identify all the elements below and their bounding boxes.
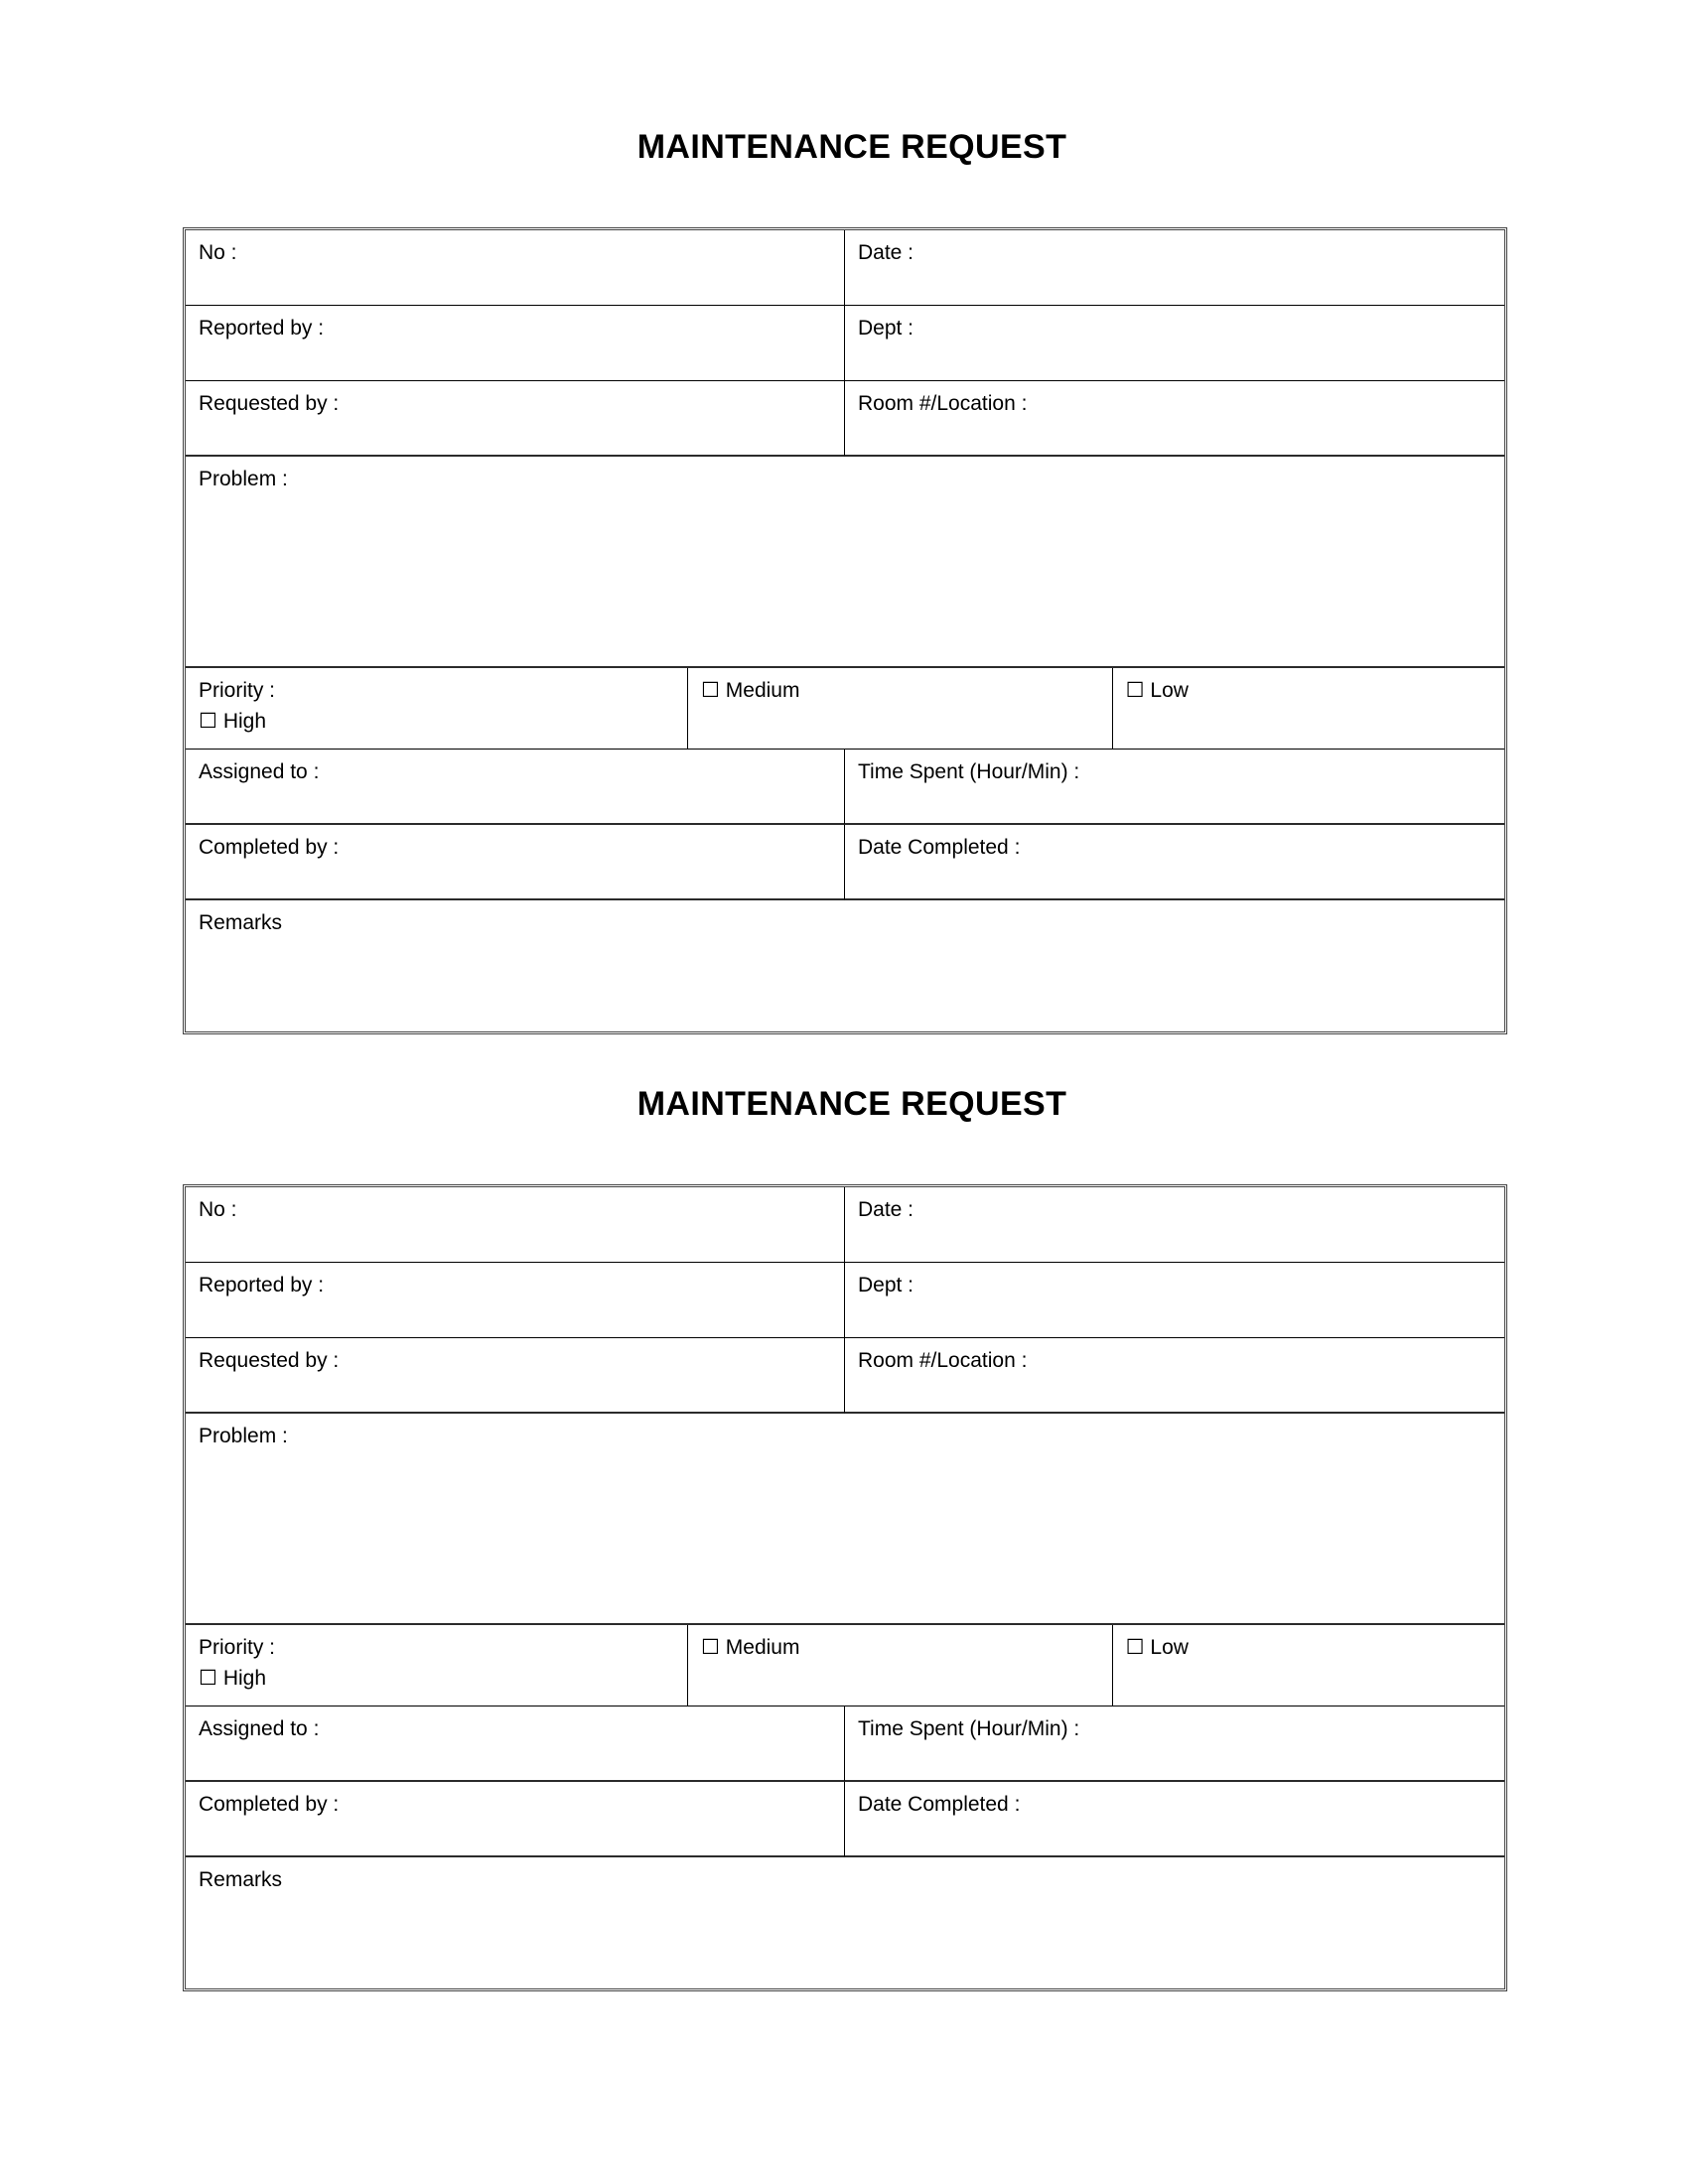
checkbox-icon[interactable]: ☐	[1125, 677, 1145, 702]
priority-option-high-label: High	[222, 710, 267, 734]
field-completed-by-label: Completed by :	[199, 835, 340, 859]
table-row-problem	[186, 1414, 1504, 1625]
field-remarks[interactable]	[186, 900, 1504, 1031]
field-time-spent[interactable]	[845, 750, 1504, 825]
priority-cell-low	[1113, 668, 1504, 750]
field-date-completed-label: Date Completed :	[857, 1792, 1021, 1816]
field-dept-label: Dept :	[857, 1273, 914, 1297]
table-row-assignedto-timespent	[186, 1706, 1504, 1782]
field-completed-by-label: Completed by :	[199, 1792, 340, 1816]
field-date-completed[interactable]	[845, 825, 1504, 900]
priority-option-medium[interactable]	[701, 677, 1112, 704]
field-room-location-label: Room #/Location :	[857, 1348, 1028, 1372]
field-problem[interactable]	[186, 1414, 1504, 1625]
checkbox-icon[interactable]: ☐	[199, 709, 217, 734]
field-assigned-to-label: Assigned to :	[199, 1716, 320, 1740]
checkbox-icon[interactable]: ☐	[700, 677, 720, 702]
field-requested-by-label: Requested by :	[199, 1348, 340, 1372]
field-completed-by[interactable]	[186, 1782, 845, 1857]
field-no[interactable]	[186, 1187, 845, 1263]
priority-option-low-label: Low	[1150, 1635, 1189, 1659]
field-requested-by-label: Requested by :	[199, 391, 340, 415]
priority-option-low[interactable]	[1126, 1634, 1504, 1661]
field-reported-by-label: Reported by :	[199, 316, 325, 340]
field-no-label: No :	[199, 1197, 237, 1221]
table-row-completedby-datecompleted	[186, 1782, 1504, 1857]
field-problem-label: Problem :	[199, 467, 288, 490]
field-assigned-to[interactable]	[186, 1706, 845, 1782]
priority-option-high[interactable]	[199, 708, 687, 735]
field-time-spent-label: Time Spent (Hour/Min) :	[857, 759, 1080, 783]
field-priority	[186, 668, 688, 750]
field-requested-by[interactable]	[186, 1338, 845, 1414]
priority-option-medium[interactable]	[701, 1634, 1112, 1661]
field-reported-by[interactable]	[186, 306, 845, 381]
table-row-requestedby-room	[186, 1338, 1504, 1414]
table-row-remarks	[186, 1857, 1504, 1988]
priority-cell-low	[1113, 1625, 1504, 1706]
checkbox-icon[interactable]: ☐	[199, 1666, 217, 1691]
field-assigned-to[interactable]	[186, 750, 845, 825]
table-row-requestedby-room	[186, 381, 1504, 457]
priority-cell-medium	[688, 1625, 1113, 1706]
field-time-spent-label: Time Spent (Hour/Min) :	[857, 1716, 1080, 1740]
field-date-completed[interactable]	[845, 1782, 1504, 1857]
field-date-label: Date :	[857, 1197, 914, 1221]
priority-option-high[interactable]	[199, 1665, 687, 1692]
priority-option-medium-label: Medium	[725, 1635, 800, 1659]
field-no[interactable]	[186, 230, 845, 306]
field-dept-label: Dept :	[857, 316, 914, 340]
page-title: MAINTENANCE REQUEST	[636, 1085, 1067, 1123]
field-date[interactable]	[845, 230, 1504, 306]
priority-option-low-label: Low	[1150, 678, 1189, 702]
maintenance-request-form-1	[183, 127, 1507, 1034]
maintenance-request-table	[183, 1184, 1507, 1991]
priority-option-high-label: High	[222, 1667, 267, 1691]
checkbox-icon[interactable]: ☐	[700, 1634, 720, 1659]
field-problem-label: Problem :	[199, 1424, 288, 1447]
field-completed-by[interactable]	[186, 825, 845, 900]
priority-option-low[interactable]	[1126, 677, 1504, 704]
maintenance-request-table	[183, 227, 1507, 1034]
table-row-no-date	[186, 1187, 1504, 1263]
table-row-completedby-datecompleted	[186, 825, 1504, 900]
field-requested-by[interactable]	[186, 381, 845, 457]
field-remarks[interactable]	[186, 1857, 1504, 1988]
table-row-reportedby-dept	[186, 1263, 1504, 1338]
field-remarks-label: Remarks	[199, 910, 283, 934]
field-reported-by-label: Reported by :	[199, 1273, 325, 1297]
field-room-location[interactable]	[845, 1338, 1504, 1414]
field-priority-label: Priority :	[199, 1635, 276, 1659]
table-row-assignedto-timespent	[186, 750, 1504, 825]
checkbox-icon[interactable]: ☐	[1125, 1634, 1145, 1659]
field-room-location-label: Room #/Location :	[857, 391, 1028, 415]
field-remarks-label: Remarks	[199, 1867, 283, 1891]
field-dept[interactable]	[845, 1263, 1504, 1338]
field-no-label: No :	[199, 240, 237, 264]
table-row-problem	[186, 457, 1504, 668]
table-row-reportedby-dept	[186, 306, 1504, 381]
field-priority-label: Priority :	[199, 678, 276, 702]
field-date[interactable]	[845, 1187, 1504, 1263]
table-row-priority	[186, 668, 1504, 750]
priority-cell-medium	[688, 668, 1113, 750]
field-room-location[interactable]	[845, 381, 1504, 457]
table-row-no-date	[186, 230, 1504, 306]
maintenance-request-form-2	[183, 1084, 1507, 1991]
table-row-priority	[186, 1625, 1504, 1706]
field-date-completed-label: Date Completed :	[857, 835, 1021, 859]
priority-option-medium-label: Medium	[725, 678, 800, 702]
field-dept[interactable]	[845, 306, 1504, 381]
page-title: MAINTENANCE REQUEST	[636, 128, 1067, 166]
table-row-remarks	[186, 900, 1504, 1031]
field-problem[interactable]	[186, 457, 1504, 668]
field-time-spent[interactable]	[845, 1706, 1504, 1782]
field-date-label: Date :	[857, 240, 914, 264]
field-assigned-to-label: Assigned to :	[199, 759, 320, 783]
field-priority	[186, 1625, 688, 1706]
field-reported-by[interactable]	[186, 1263, 845, 1338]
